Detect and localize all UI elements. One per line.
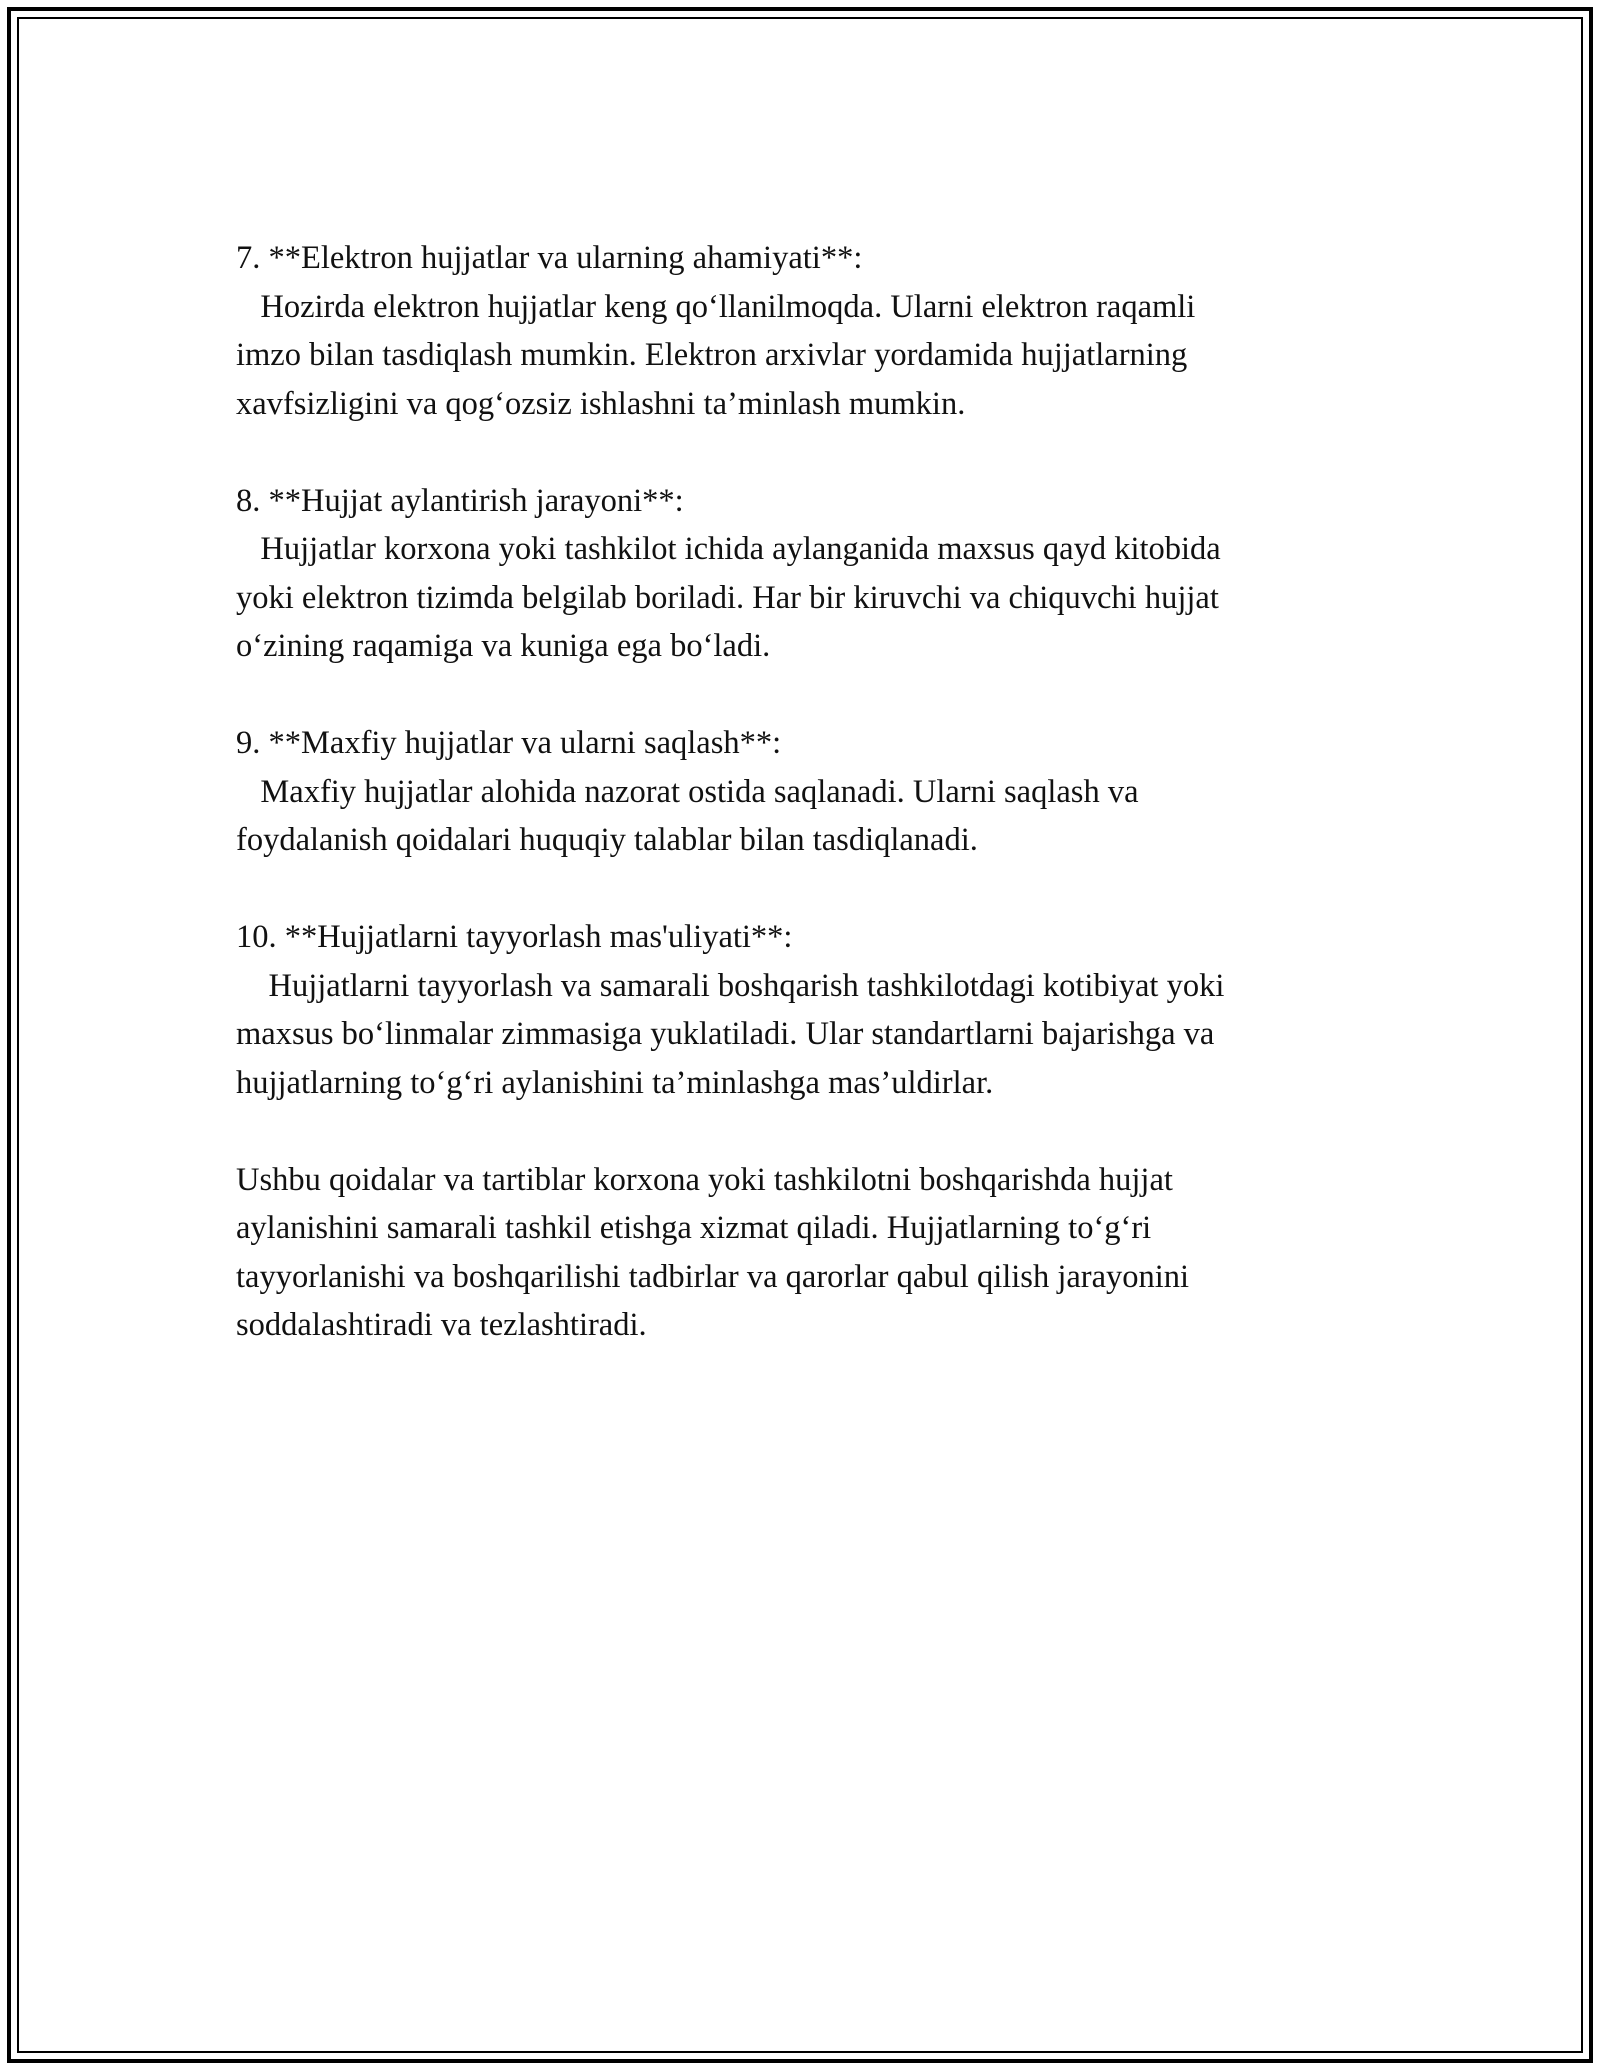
section-text-line: hujjatlarning to‘g‘ri aylanishini ta’minlashga mas’uldirlar. <box>236 1064 994 1101</box>
section-text-line: imzo bilan tasdiqlash mumkin. Elektron arxivlar yordamida hujjatlarning <box>236 337 1188 373</box>
section-document-preparation-responsibility <box>236 913 1386 1107</box>
closing-paragraph <box>236 1156 1386 1350</box>
closing-text-line: Ushbu qoidalar va tartiblar korxona yoki tashkilotni boshqarishda hujjat <box>236 1161 1173 1198</box>
document-body <box>236 234 1386 1398</box>
section-electronic-documents <box>236 234 1386 428</box>
section-text-line: Hujjatlarni tayyorlash va samarali boshqarish tashkilotdagi kotibiyat yoki <box>236 967 1225 1004</box>
section-heading: 9. **Maxfiy hujjatlar va ularni saqlash**: <box>236 725 782 761</box>
section-text-line: Maxfiy hujjatlar alohida nazorat ostida saqlanadi. Ularni saqlash va <box>236 773 1139 810</box>
section-text-line: Hujjatlar korxona yoki tashkilot ichida aylanganida maxsus qayd kitobida <box>236 531 1221 567</box>
closing-text-line: aylanishini samarali tashkil etishga xizmat qiladi. Hujjatlarning to‘g‘ri <box>236 1210 1152 1246</box>
section-text-line: o‘zining raqamiga va kuniga ega bo‘ladi. <box>236 628 771 664</box>
section-text-line: foydalanish qoidalari huquqiy talablar bilan tasdiqlanadi. <box>236 822 978 858</box>
section-heading: 8. **Hujjat aylantirish jarayoni**: <box>236 482 684 519</box>
section-text-line: xavfsizligini va qog‘ozsiz ishlashni ta’minlash mumkin. <box>236 385 966 422</box>
section-heading: 10. **Hujjatlarni tayyorlash mas'uliyati**: <box>236 919 793 955</box>
closing-text-line: tayyorlanishi va boshqarilishi tadbirlar va qarorlar qabul qilish jarayonini <box>236 1258 1190 1295</box>
section-text-line: Hozirda elektron hujjatlar keng qo‘llanilmoqda. Ularni elektron raqamli <box>236 288 1196 325</box>
closing-text-line: soddalashtiradi va tezlashtiradi. <box>236 1307 647 1343</box>
section-text-line: maxsus bo‘linmalar zimmasiga yuklatiladi. Ular standartlarni bajarishga va <box>236 1016 1215 1052</box>
section-confidential-documents <box>236 719 1386 865</box>
section-document-circulation <box>236 477 1386 671</box>
section-text-line: yoki elektron tizimda belgilab boriladi. Har bir kiruvchi va chiquvchi hujjat <box>236 579 1219 616</box>
section-heading: 7. **Elektron hujjatlar va ularning ahamiyati**: <box>236 240 863 276</box>
